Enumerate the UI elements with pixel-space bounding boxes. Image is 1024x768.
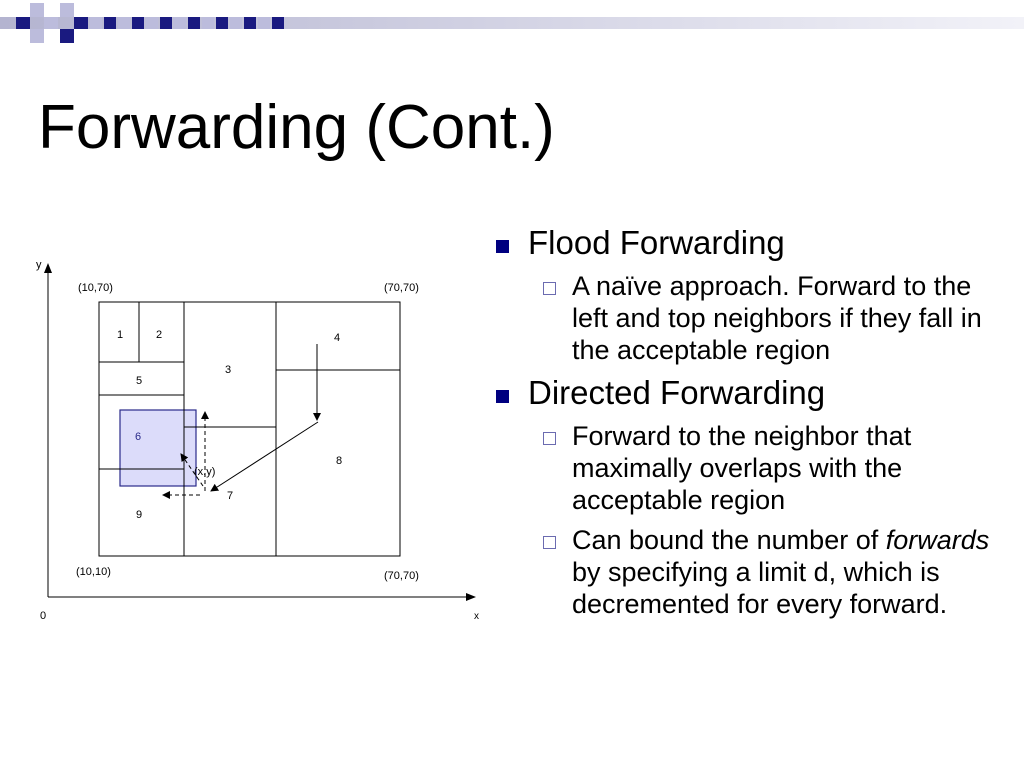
header-square bbox=[30, 29, 44, 43]
header-square bbox=[60, 3, 74, 17]
square-bullet-icon bbox=[496, 390, 509, 403]
header-square bbox=[132, 17, 144, 29]
corner-label-bottom-right: (70,70) bbox=[384, 570, 419, 582]
header-square bbox=[118, 17, 130, 29]
header-square bbox=[60, 29, 74, 43]
corner-label-top-right: (70,70) bbox=[384, 282, 419, 294]
sub-bullet-list bbox=[528, 270, 1009, 366]
header-square bbox=[16, 17, 30, 29]
origin-label: 0 bbox=[40, 610, 47, 622]
zone-label-5: 5 bbox=[136, 375, 143, 387]
header-square bbox=[188, 17, 200, 29]
hollow-square-bullet-icon bbox=[543, 432, 556, 445]
sub-bullet-text-end: by specifying a limit d, which is decremented for every forward. bbox=[572, 557, 948, 619]
header-square bbox=[30, 3, 44, 17]
query-region bbox=[120, 410, 196, 486]
sub-bullet bbox=[528, 524, 1009, 620]
header-decoration bbox=[0, 0, 1024, 52]
forward-arrow-diagonal bbox=[211, 422, 318, 491]
bullet-text: Directed Forwarding bbox=[528, 374, 826, 411]
header-square bbox=[146, 17, 158, 29]
square-bullet-icon bbox=[496, 240, 509, 253]
header-square bbox=[230, 17, 242, 29]
y-axis-arrowhead bbox=[44, 263, 52, 273]
zone-label-9: 9 bbox=[136, 509, 143, 521]
region-diagram bbox=[30, 255, 490, 625]
bullet-text: Flood Forwarding bbox=[528, 224, 785, 261]
header-square bbox=[174, 17, 186, 29]
zone-label-8: 8 bbox=[336, 455, 343, 467]
zone-label-7: 7 bbox=[227, 490, 234, 502]
header-square bbox=[90, 17, 102, 29]
corner-label-top-left: (10,70) bbox=[78, 282, 113, 294]
sub-bullet-text-start: Can bound the number of bbox=[572, 525, 886, 555]
sub-bullet-emphasis: forwards bbox=[885, 525, 990, 555]
corner-label-bottom-left: (10,10) bbox=[76, 566, 111, 578]
y-axis-label: y bbox=[36, 259, 42, 271]
sub-bullet bbox=[528, 270, 1009, 366]
zone-label-4: 4 bbox=[334, 332, 341, 344]
bullet-flood-forwarding bbox=[494, 224, 1009, 366]
header-square bbox=[160, 17, 172, 29]
hollow-square-bullet-icon bbox=[543, 282, 556, 295]
x-axis-label: x bbox=[474, 611, 479, 622]
header-square bbox=[244, 17, 256, 29]
header-square bbox=[104, 17, 116, 29]
header-square bbox=[216, 17, 228, 29]
sub-bullet-text: A naïve approach. Forward to the left and top neighbors if they fall in the acceptable region bbox=[572, 271, 982, 365]
x-axis-arrowhead bbox=[466, 593, 476, 601]
zone-label-2: 2 bbox=[156, 329, 163, 341]
header-square bbox=[44, 17, 58, 29]
sub-bullet-list bbox=[528, 420, 1009, 620]
header-square bbox=[258, 17, 270, 29]
zone-label-1: 1 bbox=[117, 329, 124, 341]
header-square bbox=[202, 17, 214, 29]
point-label: (x,y) bbox=[194, 466, 216, 478]
header-square bbox=[272, 17, 284, 29]
bullet-list bbox=[494, 222, 1009, 628]
bullet-directed-forwarding bbox=[494, 374, 1009, 620]
hollow-square-bullet-icon bbox=[543, 536, 556, 549]
slide-title: Forwarding (Cont.) bbox=[38, 93, 555, 162]
header-square bbox=[74, 17, 88, 29]
zone-label-3: 3 bbox=[225, 364, 232, 376]
zone-label-6: 6 bbox=[135, 431, 142, 443]
sub-bullet bbox=[528, 420, 1009, 516]
sub-bullet-text: Forward to the neighbor that maximally overlaps with the acceptable region bbox=[572, 421, 912, 515]
